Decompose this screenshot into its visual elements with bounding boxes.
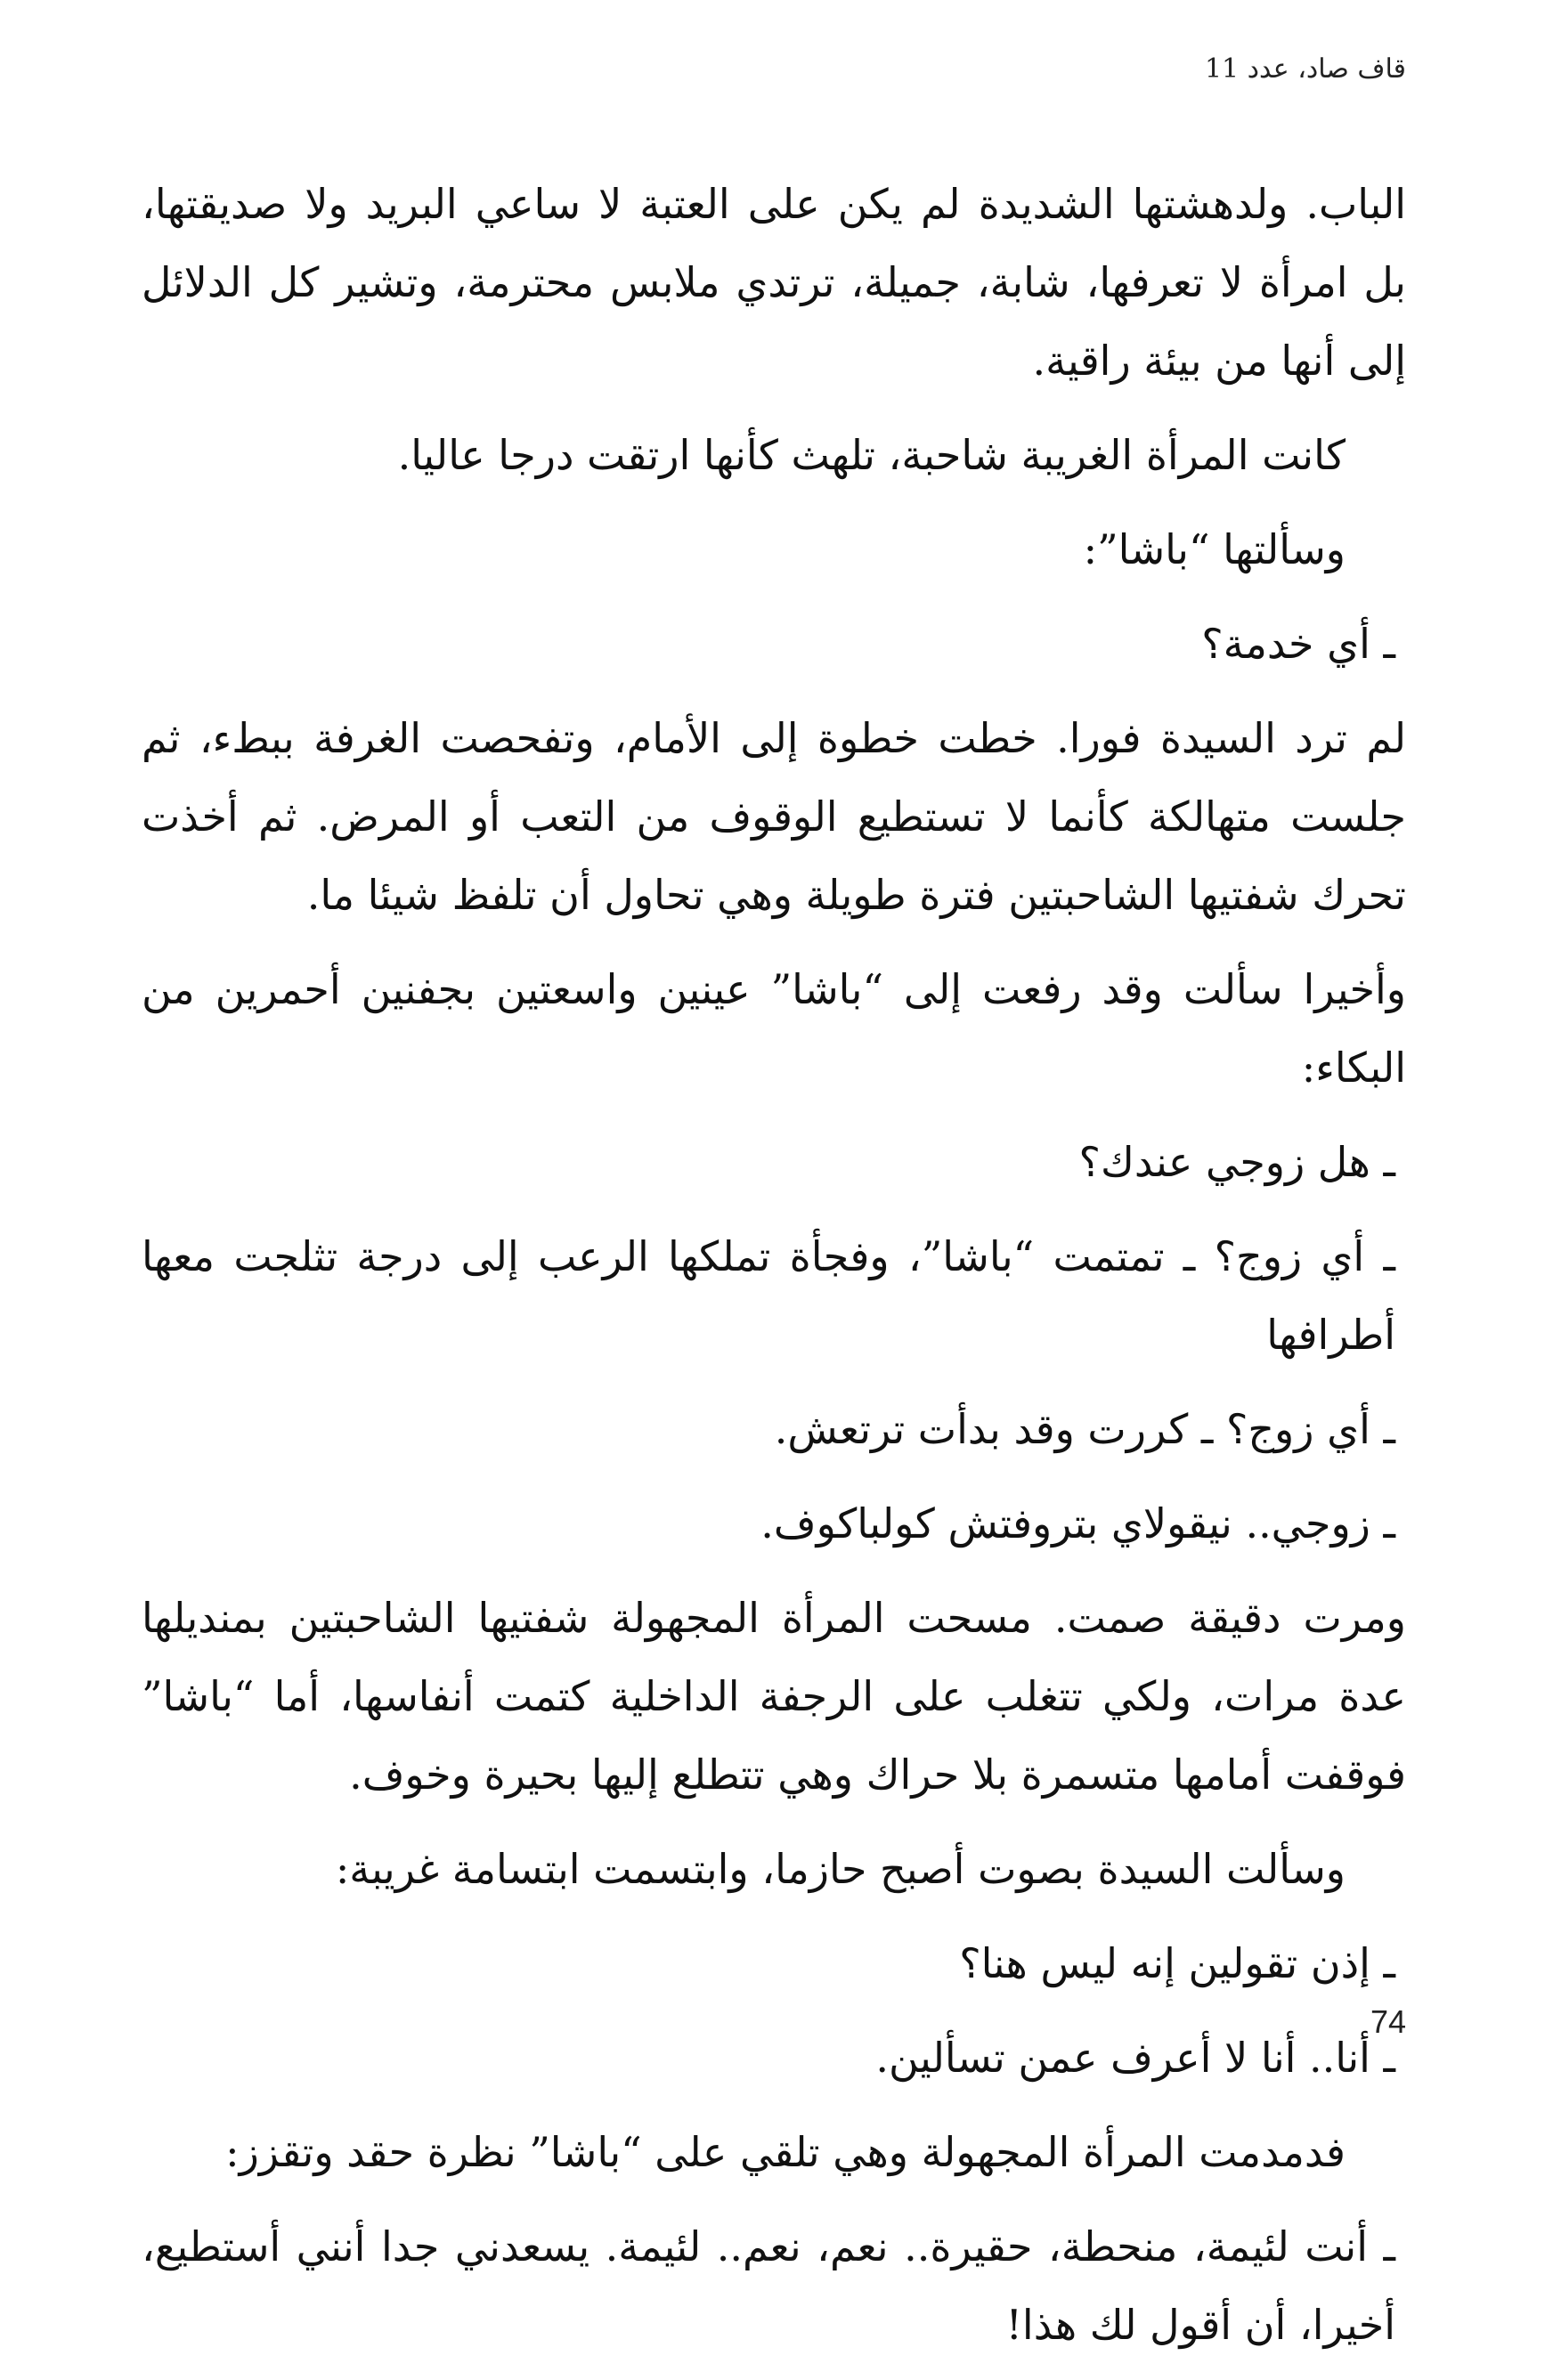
running-header: قاف صاد، عدد 11	[1204, 53, 1406, 85]
dialog-line: ـ أي خدمة؟	[1201, 620, 1395, 668]
dialog-line: ـ أي زوج؟ ـ تمتمت “باشا”، وفجأة تملكها الرعب إلى درجة تثلجت معها أطرافها	[142, 1232, 1395, 1359]
dialog-line: ـ أي زوج؟ ـ كررت وقد بدأت ترتعش.	[774, 1405, 1395, 1453]
paragraph: الباب. ولدهشتها الشديدة لم يكن على العتبة لا ساعي البريد ولا صديقتها، بل امرأة لا تعرفها، شابة، جميلة، ترتدي ملابس محترمة، وتشير كل الدلائل إلى أنها من بيئة راقية.	[142, 180, 1406, 385]
paragraph: كانت المرأة الغريبة شاحبة، تلهث كأنها ارتقت درجا عاليا.	[397, 431, 1346, 479]
paragraph: وسألتها “باشا”:	[1083, 525, 1346, 573]
paragraph: لم ترد السيدة فورا. خطت خطوة إلى الأمام، وتفحصت الغرفة ببطء، ثم جلست متهالكة كأنما لا تستطيع الوقوف من التعب أو المرض. ثم أخذت تحرك شفتيها الشاحبتين فترة طويلة وهي تحاول أن تلفظ شيئا ما.	[142, 714, 1406, 919]
paragraph: وسألت السيدة بصوت أصبح حازما، وابتسمت ابتسامة غريبة:	[335, 1845, 1346, 1893]
page-number: 74	[1370, 2003, 1406, 2040]
dialog-line: ـ إذن تقولين إنه ليس هنا؟	[959, 1939, 1395, 1987]
dialog-line: ـ أنا.. أنا لا أعرف عمن تسألين.	[875, 2034, 1395, 2082]
paragraph: فدمدمت المرأة المجهولة وهي تلقي على “باشا” نظرة حقد وتقزز:	[225, 2128, 1346, 2176]
dialog-line: ـ أنت لئيمة، منحطة، حقيرة.. نعم، نعم.. لئيمة. يسعدني جدا أنني أستطيع، أخيرا، أن أقول لك هذا!	[142, 2222, 1395, 2349]
paragraph: ومرت دقيقة صمت. مسحت المرأة المجهولة شفتيها الشاحبتين بمنديلها عدة مرات، ولكي تتغلب على الرجفة الداخلية كتمت أنفاسها، أما “باشا” فوقفت أمامها متسمرة بلا حراك وهي تتطلع إليها بحيرة وخوف.	[142, 1594, 1406, 1799]
body-text	[142, 165, 1406, 2380]
dialog-line: ـ هل زوجي عندك؟	[1078, 1138, 1395, 1186]
dialog-line: ـ زوجي.. نيقولاي بتروفتش كولباكوف.	[760, 1499, 1395, 1547]
paragraph: وأخيرا سألت وقد رفعت إلى “باشا” عينين واسعتين بجفنين أحمرين من البكاء:	[142, 965, 1406, 1092]
